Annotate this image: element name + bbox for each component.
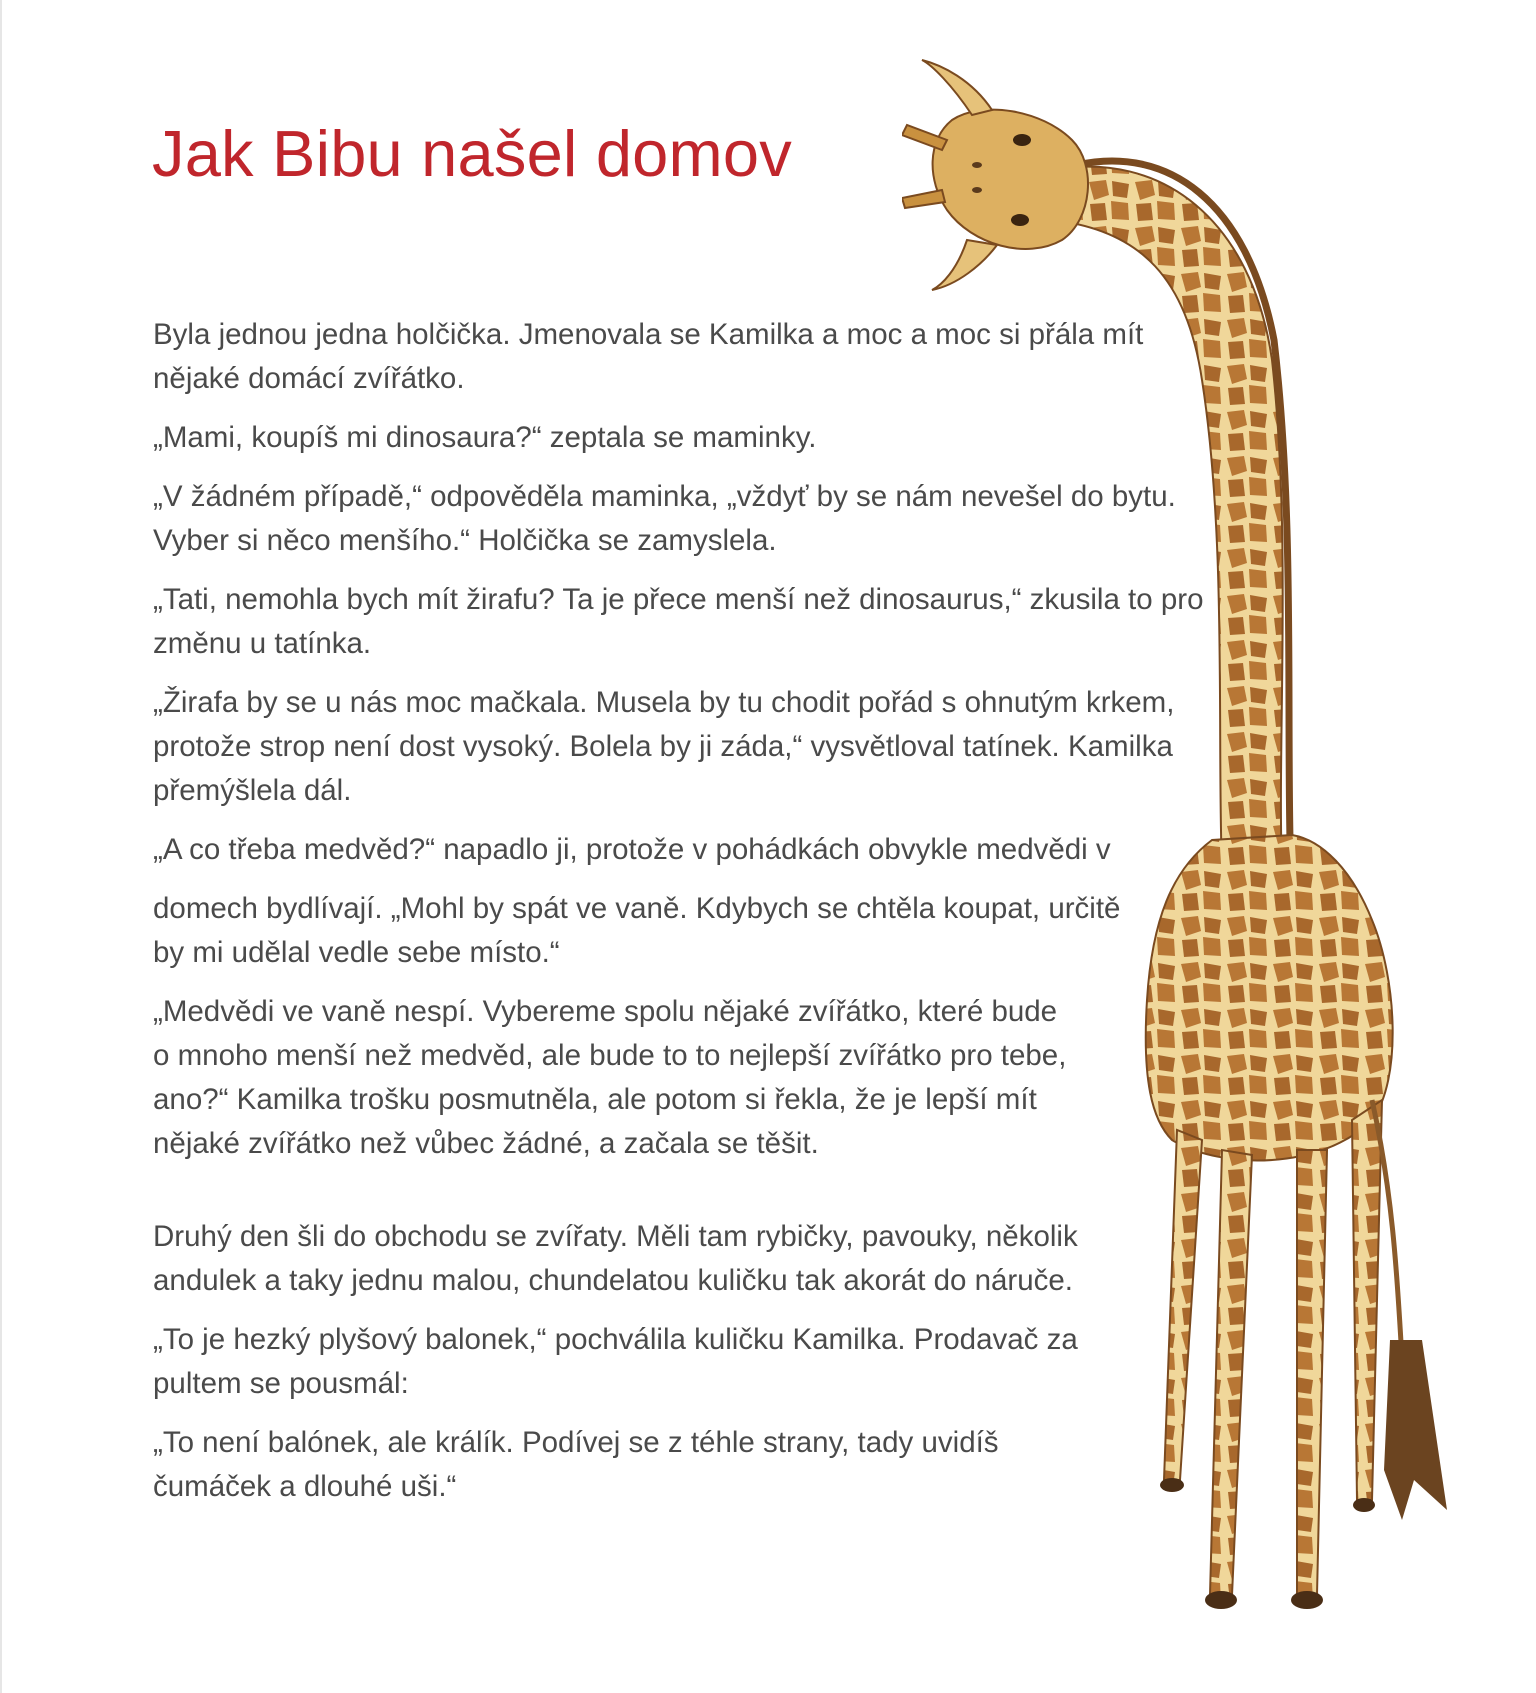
giraffe-hoof <box>1291 1591 1323 1609</box>
giraffe-hoof <box>1160 1478 1184 1492</box>
paragraph-line: čumáček a dlouhé uši.“ <box>153 1470 457 1503</box>
paragraph-line: pultem se pousmál: <box>153 1367 409 1400</box>
paragraph-line: „Medvědi ve vaně nespí. Vybereme spolu nějaké zvířátko, které bude <box>153 995 1058 1028</box>
giraffe-illustration <box>902 40 1502 1640</box>
paragraph-line: by mi udělal vedle sebe místo.“ <box>153 936 560 969</box>
giraffe-nostril <box>972 187 982 193</box>
paragraph-line: „Mami, koupíš mi dinosaura?“ zeptala se maminky. <box>153 421 817 454</box>
paragraph-line: „To není balónek, ale králík. Podívej se z téhle strany, tady uvidíš <box>153 1426 999 1459</box>
paragraph-line: ano?“ Kamilka trošku posmutněla, ale potom si řekla, že je lepší mít <box>153 1083 1037 1116</box>
paragraph-line: změnu u tatínka. <box>153 627 372 660</box>
giraffe-eye <box>1013 134 1031 146</box>
giraffe-ear <box>932 240 997 290</box>
giraffe-nostril <box>972 162 982 168</box>
paragraph-line: „Žirafa by se u nás moc mačkala. Musela by tu chodit pořád s ohnutým krkem, <box>153 686 1175 719</box>
giraffe-head <box>933 110 1088 249</box>
paragraph-line: „V žádném případě,“ odpověděla maminka, „vždyť by se nám nevešel do bytu. <box>153 480 1176 513</box>
paragraph-line: Byla jednou jedna holčička. Jmenovala se Kamilka a moc a moc si přála mít <box>153 318 1144 351</box>
paragraph-line: Druhý den šli do obchodu se zvířaty. Měli tam rybičky, pavouky, několik <box>153 1220 1078 1253</box>
giraffe-ear <box>922 60 992 115</box>
giraffe-leg <box>1297 1150 1327 1595</box>
paragraph-line: domech bydlívají. „Mohl by spát ve vaně. Kdybych se chtěla koupat, určitě <box>153 892 1121 925</box>
giraffe-body <box>1146 835 1393 1160</box>
giraffe-neck <box>1052 167 1283 870</box>
giraffe-tail-tuft <box>1384 1340 1447 1520</box>
paragraph-line: protože strop není dost vysoký. Bolela by ji záda,“ vysvětloval tatínek. Kamilka <box>153 730 1173 763</box>
paragraph-line: nějaké domácí zvířátko. <box>153 362 465 395</box>
giraffe-hoof <box>1353 1498 1375 1512</box>
paragraph-line: „A co třeba medvěd?“ napadlo ji, protože v pohádkách obvykle medvědi v <box>153 833 1111 866</box>
paragraph-line: „Tati, nemohla bych mít žirafu? Ta je přece menší než dinosaurus,“ zkusila to pro <box>153 583 1204 616</box>
paragraph-line: andulek a taky jednu malou, chundelatou kuličku tak akorát do náruče. <box>153 1264 1074 1297</box>
paragraph-line: Vyber si něco menšího.“ Holčička se zamyslela. <box>153 524 777 557</box>
giraffe-eye <box>1011 214 1029 226</box>
giraffe-leg <box>1210 1150 1252 1595</box>
giraffe-horn <box>902 190 945 208</box>
giraffe-leg <box>1352 1100 1382 1500</box>
paragraph-line: nějaké zvířátko než vůbec žádné, a začala se těšit. <box>153 1127 819 1160</box>
paragraph-line: „To je hezký plyšový balonek,“ pochválila kuličku Kamilka. Prodavač za <box>153 1323 1078 1356</box>
paragraph-line: o mnoho menší než medvěd, ale bude to to nejlepší zvířátko pro tebe, <box>153 1039 1067 1072</box>
paragraph-line: přemýšlela dál. <box>153 774 352 807</box>
giraffe-hoof <box>1205 1591 1237 1609</box>
page-title: Jak Bibu našel domov <box>152 117 792 190</box>
giraffe-horn <box>902 125 947 150</box>
giraffe-leg <box>1164 1130 1202 1480</box>
